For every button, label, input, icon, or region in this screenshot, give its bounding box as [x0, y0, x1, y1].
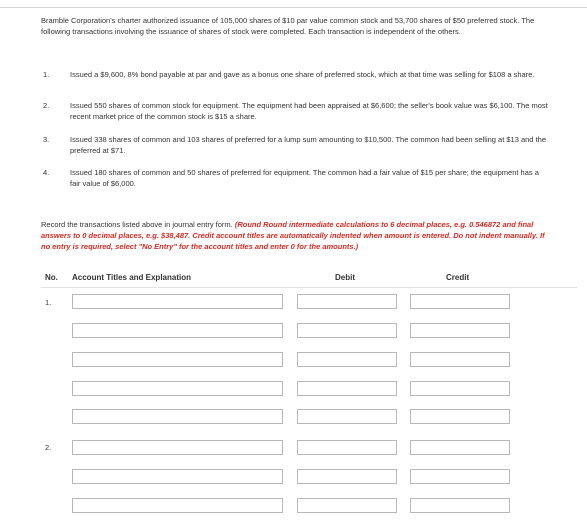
instructions-text: Record the transactions listed above in journal entry form.: [41, 220, 235, 229]
credit-input[interactable]: [410, 294, 510, 309]
transaction-text: Issued 550 shares of common stock for equipment. The equipment had been appraised at $6,600; the seller's book value was $6,100. The most recent market price of the common stock is $15 a share.: [70, 101, 548, 121]
journal-table-header: [41, 269, 577, 288]
entry-number: 2.: [45, 443, 52, 452]
debit-input[interactable]: [297, 409, 397, 424]
account-title-input[interactable]: [72, 352, 283, 367]
credit-input[interactable]: [410, 409, 510, 424]
column-header-credit: Credit: [446, 273, 470, 282]
entry-number: 1.: [45, 298, 52, 307]
account-title-input[interactable]: [72, 294, 283, 309]
credit-input[interactable]: [410, 498, 510, 513]
account-title-input[interactable]: [72, 469, 283, 484]
column-header-account: Account Titles and Explanation: [72, 273, 191, 282]
column-header-no: No.: [45, 273, 58, 282]
debit-input[interactable]: [297, 469, 397, 484]
debit-input[interactable]: [297, 352, 397, 367]
debit-input[interactable]: [297, 294, 397, 309]
transaction-number: 4.: [43, 168, 50, 177]
credit-input[interactable]: [410, 352, 510, 367]
instructions-rounding-note: (Round Round intermediate calculations to 6 decimal places, e.g. 0.546872 and final answers to 0 decimal places, e.g. $38,487. Credit account titles are automatically indented when amount is entered. Do not indent manually. If no entry is required, select "No Entry" for the account titles and enter 0 for the amounts.): [41, 220, 545, 251]
problem-intro: Bramble Corporation's charter authorized issuance of 105,000 shares of $10 par value common stock and 53,700 shares of $50 preferred stock. The following transactions involving the issuance of shares of stock were completed. Each transaction is independent of the others.: [41, 16, 535, 36]
instructions: [41, 219, 553, 252]
debit-input[interactable]: [297, 440, 397, 455]
debit-input[interactable]: [297, 381, 397, 396]
transaction-number: 2.: [43, 101, 50, 110]
debit-input[interactable]: [297, 323, 397, 338]
account-title-input[interactable]: [72, 440, 283, 455]
top-divider: [0, 7, 587, 8]
transaction-number: 1.: [43, 70, 50, 79]
credit-input[interactable]: [410, 469, 510, 484]
account-title-input[interactable]: [72, 498, 283, 513]
debit-input[interactable]: [297, 498, 397, 513]
credit-input[interactable]: [410, 381, 510, 396]
account-title-input[interactable]: [72, 381, 283, 396]
transaction-text: Issued 180 shares of common and 50 shares of preferred for equipment. The common had a fair value of $15 per share; the equipment has a fair value of $6,000.: [70, 168, 539, 188]
transaction-number: 3.: [43, 135, 50, 144]
credit-input[interactable]: [410, 323, 510, 338]
transaction-text: Issued a $9,600, 8% bond payable at par and gave as a bonus one share of preferred stock, which at that time was selling for $108 a share.: [70, 70, 535, 79]
account-title-input[interactable]: [72, 323, 283, 338]
credit-input[interactable]: [410, 440, 510, 455]
account-title-input[interactable]: [72, 409, 283, 424]
transaction-text: Issued 338 shares of common and 103 shares of preferred for a lump sum amounting to $10,500. The common had been selling at $13 and the preferred at $71.: [70, 135, 546, 155]
column-header-debit: Debit: [335, 273, 355, 282]
